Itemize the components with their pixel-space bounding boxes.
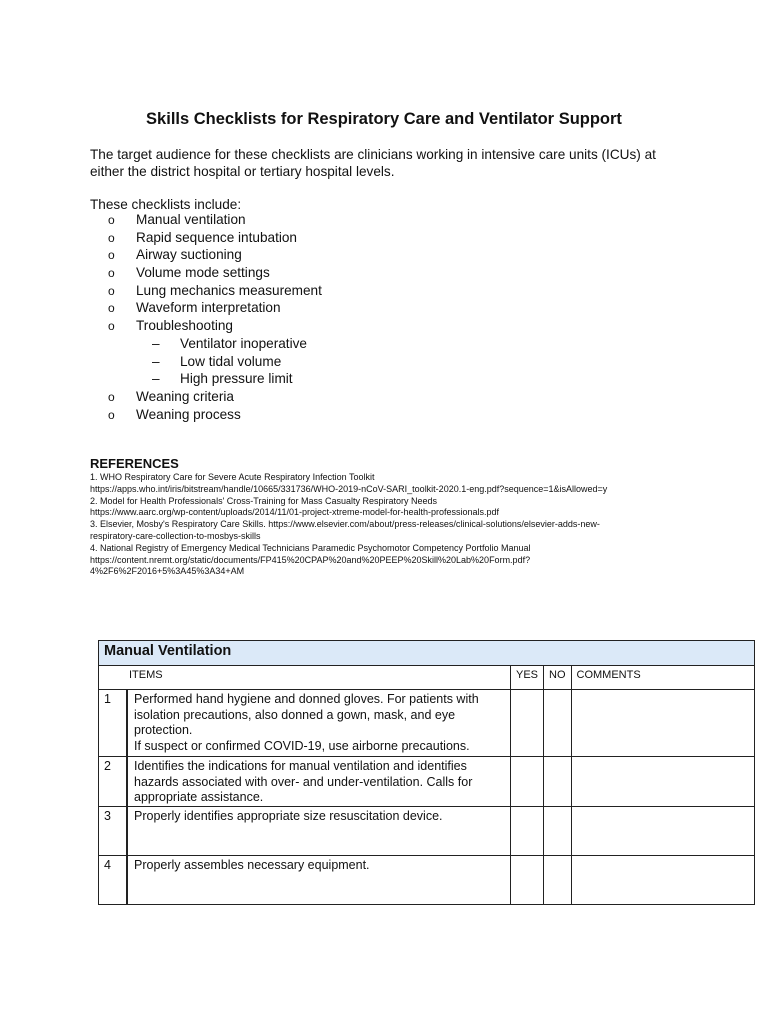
yes-cell[interactable] [511,690,544,757]
list-item [108,229,322,247]
bullet-icon: o [108,266,115,281]
reference-link[interactable]: https://content.nremt.org/static/documents/FP415%20CPAP%20and%20PEEP%20Skill%20Lab%20Form.pdf? [90,554,531,565]
dash-icon: – [152,335,160,351]
list-item-label: Airway suctioning [136,247,242,263]
comments-cell[interactable] [571,690,754,757]
list-item-label: Manual ventilation [136,212,246,227]
sublist [108,354,281,369]
comments-cell[interactable] [571,855,754,904]
bullet-icon: o [108,248,115,263]
list-item-label: Volume mode settings [136,265,270,281]
comments-cell[interactable] [571,757,754,807]
column-header-comments: COMMENTS [571,666,754,690]
list-item [108,264,322,282]
reference-line[interactable]: respiratory-care-collection-to-mosbys-skills [90,530,261,541]
reference-link[interactable]: https://www.aarc.org/wp-content/uploads/2014/11/01-project-xtreme-model-for-health-professionals.pdf [90,507,500,518]
sublist [108,371,293,386]
row-item-text: Properly assembles necessary equipment. [134,857,370,872]
yes-cell[interactable] [511,806,544,855]
list-item-label: Lung mechanics measurement [136,282,322,298]
list-item-label: Weaning process [136,406,241,422]
dash-icon: – [152,371,160,387]
list-item [108,299,322,317]
yes-cell[interactable] [511,855,544,904]
list-item-label: Waveform interpretation [136,300,281,316]
reference-line: 1. WHO Respiratory Care for Severe Acute Respiratory Infection Toolkit [90,472,375,482]
table-title: Manual Ventilation [99,641,755,666]
bullet-icon: o [108,389,115,404]
column-header-yes: YES [511,666,544,690]
row-item [127,757,511,807]
list-item [108,317,322,335]
row-number: 2 [99,757,128,807]
reference-link[interactable]: https://apps.who.int/iris/bitstream/handle/10665/331736/WHO-2019-nCoV-SARI_toolkit-2020.1-eng.pdf?sequence=1&isAllowed=y [90,483,608,494]
sub-list-item-label: Ventilator inoperative [180,335,307,351]
row-item-text: Identifies the indications for manual ventilation and identifies hazards associated with over- and under-ventilation. Calls for appropriate assistance. [134,759,473,804]
row-item [127,806,511,855]
bullet-icon: o [108,319,115,334]
no-cell[interactable] [544,855,572,904]
list-item [108,282,322,300]
list-item-label: Troubleshooting [136,318,233,334]
sub-list-item-label: Low tidal volume [180,353,282,369]
manual-ventilation-table [98,640,755,905]
reference-line: 2. Model for Health Professionals' Cross-Training for Mass Casualty Respiratory Needs [90,495,438,506]
dash-icon: – [152,353,160,369]
includes-heading: These checklists include: [90,197,242,212]
list-item [108,211,322,229]
reference-line: 4. National Registry of Emergency Medical Technicians Paramedic Psychomotor Competency Portfolio Manual [90,542,531,553]
column-header-items: ITEMS [99,666,511,690]
sub-list-item [108,335,322,353]
row-item-note: If suspect or confirmed COVID-19, use airborne precautions. [134,738,470,753]
row-number: 4 [99,855,128,904]
checklist-list [108,211,322,423]
page-title: Skills Checklists for Respiratory Care and Ventilator Support [146,110,622,128]
sub-list-item [108,353,322,371]
table-row [99,757,755,807]
sub-list-item [108,370,322,388]
list-item-label: Weaning criteria [136,388,234,404]
row-item-text: Properly identifies appropriate size resuscitation device. [134,808,443,823]
table-row [99,855,755,904]
bullet-icon: o [108,407,115,422]
list-item [108,246,322,264]
row-item-text: Performed hand hygiene and donned gloves. For patients with isolation precautions, also donned a gown, mask, and eye protection. [134,692,479,737]
comments-cell[interactable] [571,806,754,855]
intro-paragraph: The target audience for these checklists are clinicians working in intensive care units (ICUs) at either the district hospital or tertiary hospital levels. [90,147,656,179]
column-header-no: NO [544,666,572,690]
yes-cell[interactable] [511,757,544,807]
table-header-row [99,666,755,690]
table-row [99,690,755,757]
list-item [108,388,322,406]
sub-list-item-label: High pressure limit [180,371,293,387]
reference-line[interactable]: 3. Elsevier, Mosby's Respiratory Care Skills. https://www.elsevier.com/about/press-releases/clinical-solutions/elsevier-adds-new- [90,519,600,530]
no-cell[interactable] [544,757,572,807]
list-item [108,406,322,424]
bullet-icon: o [108,213,115,227]
row-item [127,690,511,757]
references-list [90,472,690,578]
list-item-label: Rapid sequence intubation [136,229,297,245]
row-item [127,855,511,904]
bullet-icon: o [108,283,115,298]
row-number: 1 [99,690,128,757]
bullet-icon: o [108,230,115,245]
bullet-icon: o [108,301,115,316]
references-heading: REFERENCES [90,456,179,471]
sublist [108,336,307,351]
row-number: 3 [99,806,128,855]
no-cell[interactable] [544,806,572,855]
no-cell[interactable] [544,690,572,757]
table-row [99,806,755,855]
reference-link[interactable]: 4%2F6%2F2016+5%3A45%3A34+AM [90,566,245,577]
